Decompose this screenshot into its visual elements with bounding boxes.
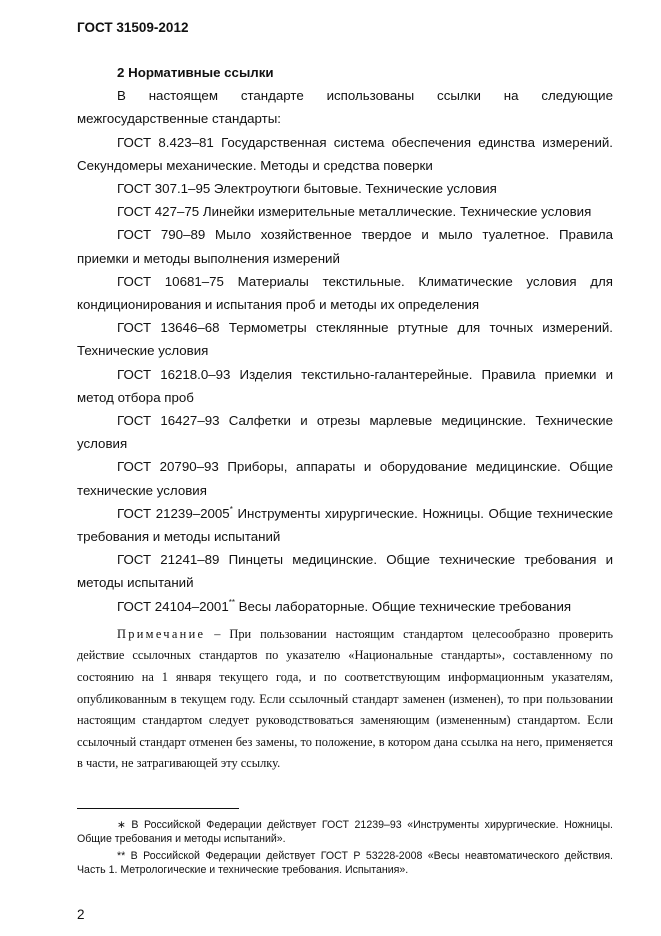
note-label: Примечание <box>117 626 206 641</box>
footnote-item <box>77 818 613 846</box>
reference-title: Весы лабораторные. Общие технические требования <box>234 598 572 614</box>
footnote-item <box>77 849 613 877</box>
reference-title: Линейки измерительные металлические. Технические условия <box>199 204 592 220</box>
reference-item <box>77 131 613 177</box>
reference-item <box>77 223 613 269</box>
reference-code: ГОСТ 16218.0–93 <box>117 366 231 382</box>
footnote-separator <box>77 808 239 809</box>
reference-code: ГОСТ 24104–2001 <box>117 598 229 614</box>
footnote-marker: * <box>229 504 233 514</box>
reference-title: Изделия текстильно-галантерейные. Правила приемки и метод отбора проб <box>77 366 613 405</box>
reference-code: ГОСТ 16427–93 <box>117 413 220 429</box>
reference-code: ГОСТ 790–89 <box>117 227 206 243</box>
reference-list <box>77 131 613 618</box>
main-content <box>77 61 613 775</box>
reference-item <box>77 595 613 618</box>
reference-item <box>77 548 613 594</box>
footnote-marker: ** <box>228 597 235 607</box>
section-title: 2 Нормативные ссылки <box>117 65 274 80</box>
reference-item <box>77 455 613 501</box>
reference-item <box>77 316 613 362</box>
reference-title: Электроутюги бытовые. Технические условия <box>210 181 497 197</box>
reference-code: ГОСТ 307.1–95 <box>117 181 211 197</box>
document-header: ГОСТ 31509-2012 <box>77 20 189 35</box>
reference-item <box>77 270 613 316</box>
reference-code: ГОСТ 427–75 <box>117 204 200 220</box>
note-paragraph <box>77 624 613 775</box>
footnote-text: В Российской Федерации действует ГОСТ Р 53228-2008 «Весы неавтоматического действия. Часть 1. Метрологические и технические требования. Испытания». <box>77 850 613 876</box>
reference-title: Мыло хозяйственное твердое и мыло туалетное. Правила приемки и методы выполнения измерений <box>77 227 613 266</box>
reference-title: Термометры стеклянные ртутные для точных измерений. Технические условия <box>77 320 613 359</box>
reference-code: ГОСТ 20790–93 <box>117 459 219 475</box>
reference-code: ГОСТ 13646–68 <box>117 320 220 336</box>
reference-item <box>77 409 613 455</box>
reference-item <box>77 200 613 223</box>
reference-code: ГОСТ 21241–89 <box>117 552 220 568</box>
footnote-text: В Российской Федерации действует ГОСТ 21239–93 «Инструменты хирургические. Ножницы. Общие требования и методы испытаний». <box>77 819 613 845</box>
reference-title: Инструменты хирургические. Ножницы. Общие технические требования и методы испытаний <box>77 505 614 545</box>
reference-code: ГОСТ 8.423–81 <box>117 134 214 150</box>
footnotes <box>77 818 613 880</box>
reference-title: Пинцеты медицинские. Общие технические требования и методы испытаний <box>77 552 614 591</box>
reference-item <box>77 177 613 200</box>
intro-paragraph: В настоящем стандарте использованы ссылки на следующие межгосударственные стандарты: <box>77 88 613 127</box>
reference-title: Государственная система обеспечения единства измерений. Секундомеры механические. Методы и средства поверки <box>77 134 613 173</box>
reference-title: Приборы, аппараты и оборудование медицинские. Общие технические условия <box>77 459 613 498</box>
reference-title: Салфетки и отрезы марлевые медицинские. Технические условия <box>77 413 613 452</box>
reference-item <box>77 502 613 548</box>
reference-code: ГОСТ 10681–75 <box>117 273 224 289</box>
footnote-mark: ** <box>117 850 126 862</box>
reference-code: ГОСТ 21239–2005 <box>117 505 230 521</box>
page-number: 2 <box>77 907 85 922</box>
reference-item <box>77 363 613 409</box>
reference-title: Материалы текстильные. Климатические условия для кондиционирования и испытания проб и методы их определения <box>77 273 613 313</box>
note-text: – При пользовании настоящим стандартом целесообразно проверить действие ссылочных стандартов по указателю «Национальные стандарты», составленному по состоянию на 1 января текущего года, и по соответствующим информационным указателям, опубликованным в текущем году. Если ссылочный стандарт заменен (изменен), то при пользовании настоящим стандартом следует руководствоваться заменяющим (измененным) стандартом. Если ссылочный стандарт отменен без замены, то положение, в котором дана ссылка на него, применяется в части, не затрагивающей эту ссылку. <box>77 626 613 771</box>
footnote-mark: ∗ <box>117 819 126 831</box>
